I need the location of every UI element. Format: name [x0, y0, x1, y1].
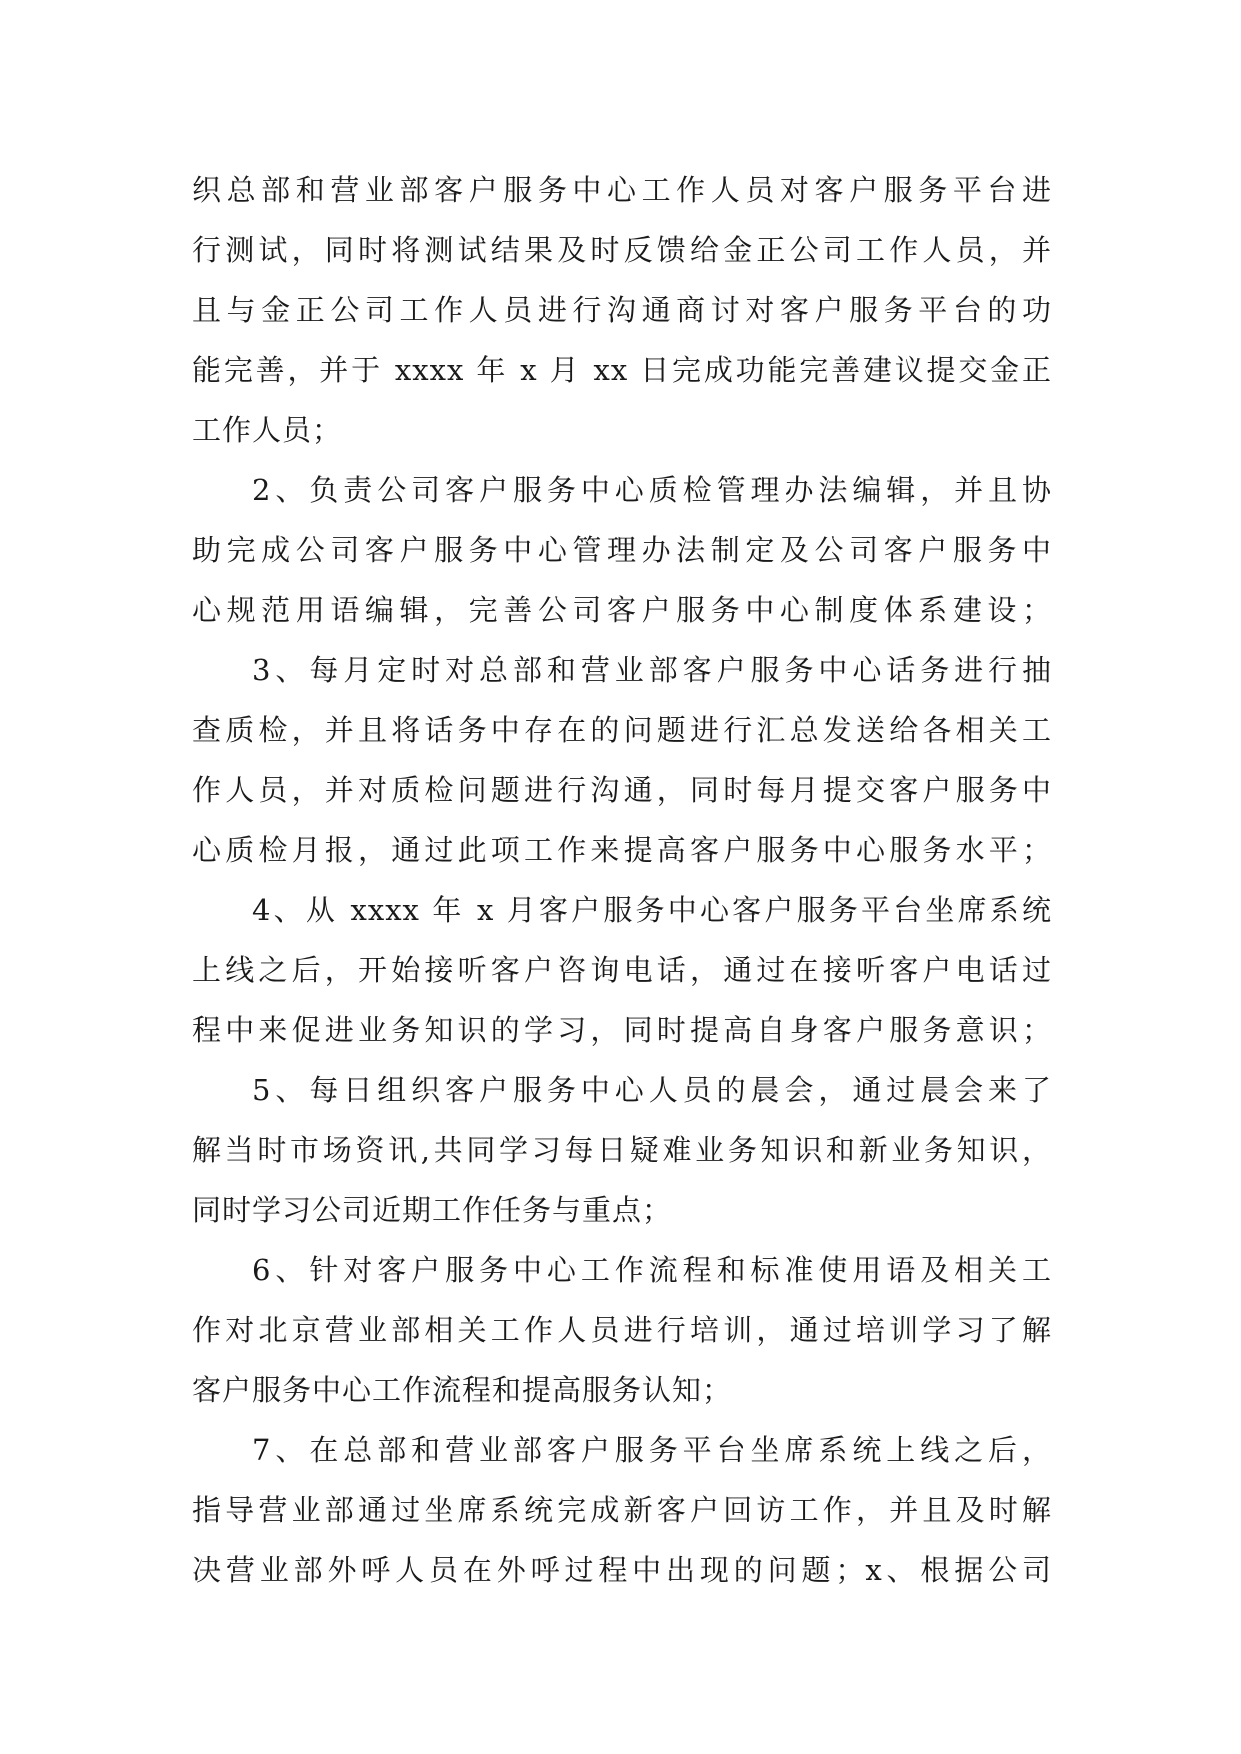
text-line: 能完善，并于 xxxx 年 x 月 xx 日完成功能完善建议提交金正	[192, 353, 1052, 387]
paragraph-5	[192, 1060, 1052, 1240]
paragraph-4	[192, 880, 1052, 1060]
paragraph-1	[192, 160, 1052, 460]
text-line: 作人员，并对质检问题进行沟通，同时每月提交客户服务中	[192, 773, 1052, 807]
paragraph-3	[192, 640, 1052, 880]
text-line: 2、负责公司客户服务中心质检管理办法编辑，并且协	[252, 473, 1052, 507]
text-line: 客户服务中心工作流程和提高服务认知；	[192, 1373, 733, 1407]
text-line: 程中来促进业务知识的学习，同时提高自身客户服务意识；	[192, 1013, 1052, 1047]
text-line: 心质检月报，通过此项工作来提高客户服务中心服务水平；	[192, 833, 1052, 867]
text-line: 指导营业部通过坐席系统完成新客户回访工作，并且及时解	[192, 1493, 1052, 1527]
text-line: 且与金正公司工作人员进行沟通商讨对客户服务平台的功	[192, 293, 1052, 327]
paragraph-7	[192, 1420, 1052, 1600]
text-line: 心规范用语编辑，完善公司客户服务中心制度体系建设；	[192, 593, 1052, 627]
text-line: 查质检，并且将话务中存在的问题进行汇总发送给各相关工	[192, 713, 1052, 747]
text-line: 工作人员；	[192, 413, 343, 447]
text-line: 织总部和营业部客户服务中心工作人员对客户服务平台进	[192, 173, 1052, 207]
text-line: 解当时市场资讯,共同学习每日疑难业务知识和新业务知识，	[192, 1133, 1052, 1167]
text-line: 助完成公司客户服务中心管理办法制定及公司客户服务中	[192, 533, 1052, 567]
text-line: 作对北京营业部相关工作人员进行培训，通过培训学习了解	[192, 1313, 1052, 1347]
document-body	[192, 160, 1052, 1600]
text-line: 4、从 xxxx 年 x 月客户服务中心客户服务平台坐席系统	[252, 893, 1052, 927]
text-line: 5、每日组织客户服务中心人员的晨会，通过晨会来了	[252, 1073, 1052, 1107]
text-line: 行测试，同时将测试结果及时反馈给金正公司工作人员，并	[192, 233, 1052, 267]
text-line: 上线之后，开始接听客户咨询电话，通过在接听客户电话过	[192, 953, 1052, 987]
text-line: 6、针对客户服务中心工作流程和标准使用语及相关工	[252, 1253, 1052, 1287]
paragraph-6	[192, 1240, 1052, 1420]
text-line: 决营业部外呼人员在外呼过程中出现的问题；x、根据公司	[192, 1553, 1052, 1587]
text-line: 7、在总部和营业部客户服务平台坐席系统上线之后，	[252, 1433, 1052, 1467]
text-line: 同时学习公司近期工作任务与重点；	[192, 1193, 673, 1227]
text-line: 3、每月定时对总部和营业部客户服务中心话务进行抽	[252, 653, 1052, 687]
paragraph-2	[192, 460, 1052, 640]
